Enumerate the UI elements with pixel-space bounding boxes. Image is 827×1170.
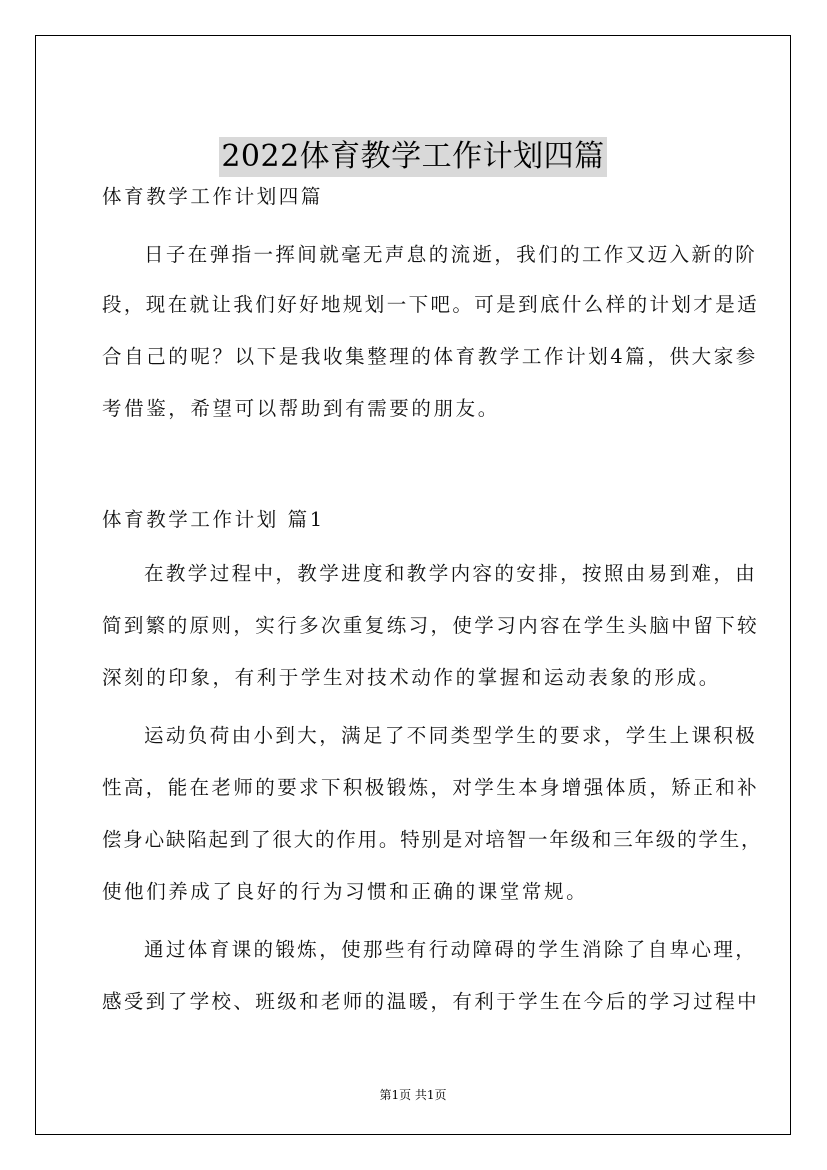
paragraph-line: 通过体育课的锻炼，使那些有行动障碍的学生消除了自卑心理，	[144, 938, 758, 961]
section-heading: 体育教学工作计划 篇1	[102, 508, 325, 531]
document-title: 2022体育教学工作计划四篇	[219, 137, 606, 177]
paragraph-line: 简到繁的原则，实行多次重复练习，使学习内容在学生头脑中留下较	[102, 614, 760, 637]
paragraph-line: 使他们养成了良好的行为习惯和正确的课堂常规。	[102, 880, 589, 903]
paragraph-line: 深刻的印象，有利于学生对技术动作的掌握和运动表象的形成。	[102, 666, 721, 689]
intro-line: 段，现在就让我们好好地规划一下吧。可是到底什么样的计划才是适	[102, 293, 760, 316]
paragraph-line: 运动负荷由小到大，满足了不同类型学生的要求，学生上课积极	[144, 724, 758, 747]
page-number: 第1页 共1页	[379, 1088, 447, 1102]
paragraph-line: 性高，能在老师的要求下积极锻炼，对学生本身增强体质，矫正和补	[102, 776, 760, 799]
paragraph-line: 在教学过程中，教学进度和教学内容的安排，按照由易到难，由	[144, 562, 758, 585]
document-page	[35, 35, 791, 1135]
intro-line: 考借鉴，希望可以帮助到有需要的朋友。	[102, 397, 500, 420]
paragraph-line: 感受到了学校、班级和老师的温暖，有利于学生在今后的学习过程中	[102, 990, 760, 1013]
intro-line: 日子在弹指一挥间就毫无声息的流逝，我们的工作又迈入新的阶	[144, 243, 758, 266]
title-area	[36, 137, 790, 177]
subtitle: 体育教学工作计划四篇	[102, 185, 324, 208]
intro-line: 合自己的呢？以下是我收集整理的体育教学工作计划4篇，供大家参	[102, 345, 758, 368]
paragraph-line: 偿身心缺陷起到了很大的作用。特别是对培智一年级和三年级的学生，	[102, 828, 763, 851]
